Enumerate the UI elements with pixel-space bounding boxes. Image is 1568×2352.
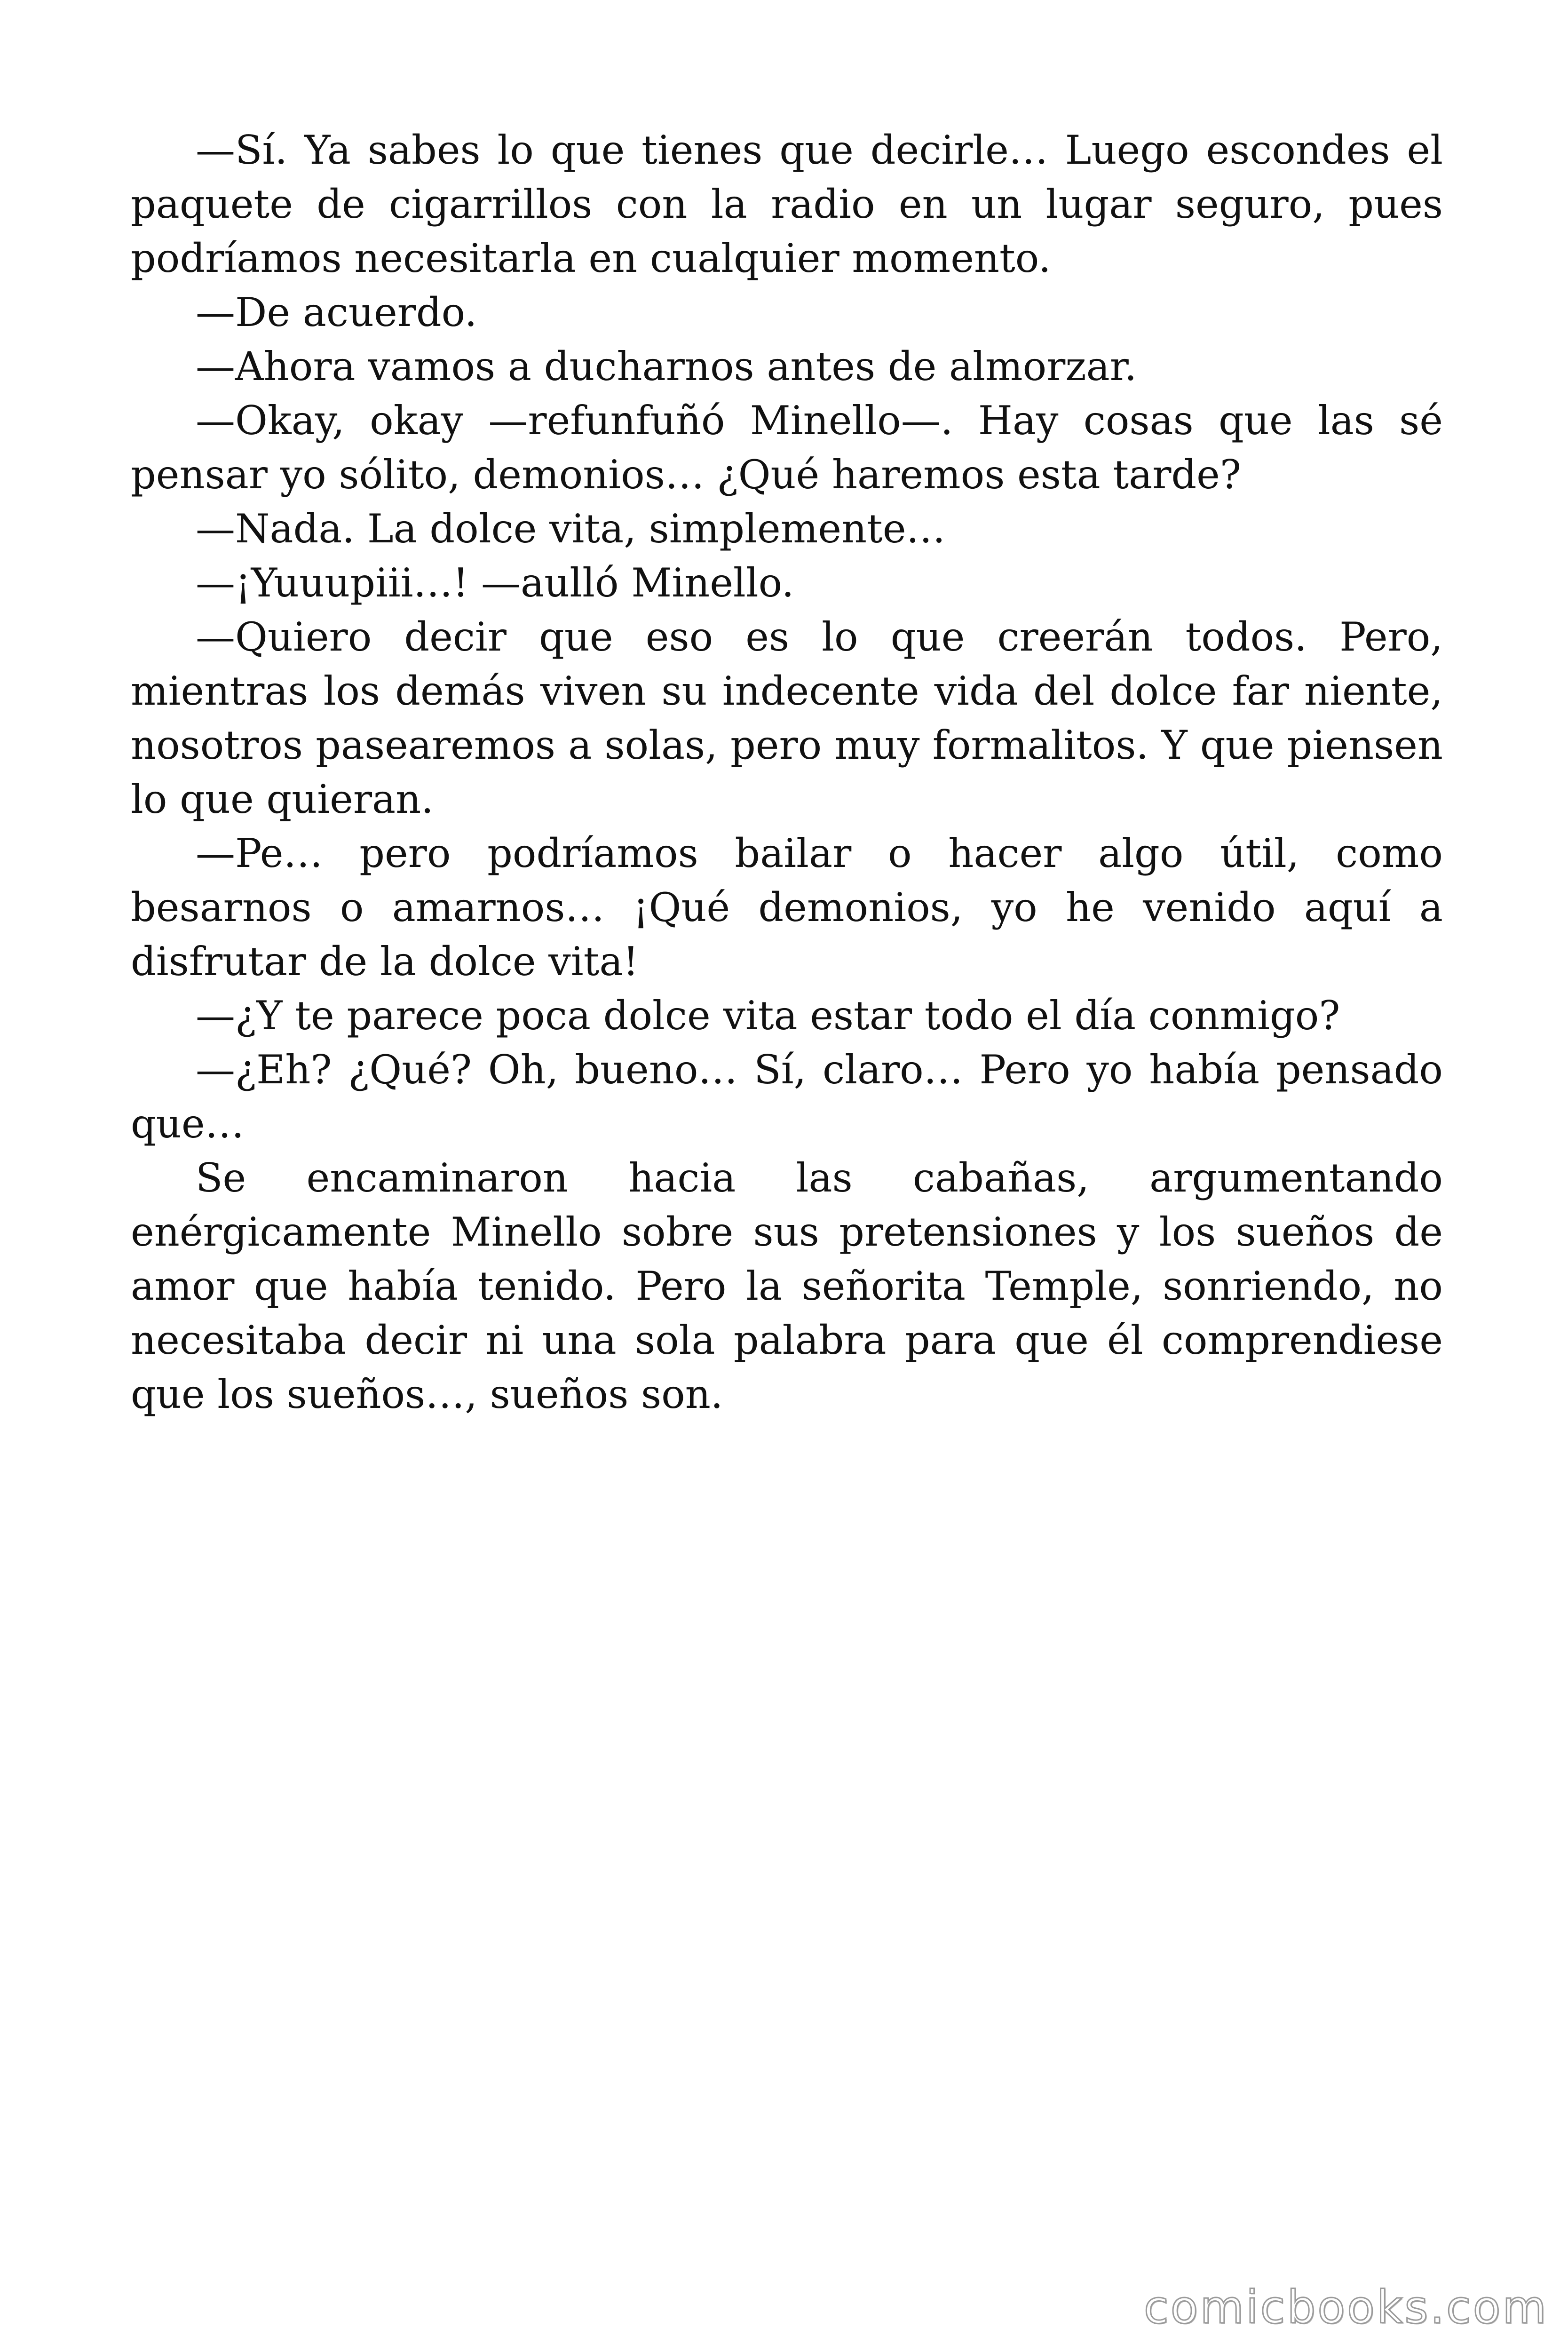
paragraph: —De acuerdo. xyxy=(196,289,477,335)
paragraph: Se encaminaron hacia las cabañas, argumentando enérgicamente Minello sobre sus pretensiones y los sueños de amor que había tenido. Pero la señorita Temple, sonriendo, no necesitaba decir ni una sola palabra para que él comprendiese que los sueños…, sueños son. xyxy=(131,1155,1443,1417)
paragraph: —¡Yuuupiii…! —aulló Minello. xyxy=(196,560,794,606)
paragraph: —¿Y te parece poca dolce vita estar todo el día conmigo? xyxy=(196,993,1340,1039)
paragraph: —¿Eh? ¿Qué? Oh, bueno… Sí, claro… Pero yo había pensado que… xyxy=(131,1047,1443,1147)
paragraph: —Quiero decir que eso es lo que creerán todos. Pero, mientras los demás viven su indecente vida del dolce far niente, nosotros pasearemos a solas, pero muy formalitos. Y que piensen lo que quieran. xyxy=(131,614,1443,822)
paragraph: —Sí. Ya sabes lo que tienes que decirle… Luego escondes el paquete de cigarrillos con la radio en un lugar seguro, pues podríamos necesitarla en cualquier momento. xyxy=(131,127,1443,281)
paragraph: —Pe… pero podríamos bailar o hacer algo útil, como besarnos o amarnos… ¡Qué demonios, yo he venido aquí a disfrutar de la dolce vita! xyxy=(131,830,1443,985)
paragraph: —Nada. La dolce vita, simplemente… xyxy=(196,506,946,552)
paragraph: —Okay, okay —refunfuñó Minello—. Hay cosas que las sé pensar yo sólito, demonios… ¿Qué haremos esta tarde? xyxy=(131,397,1443,498)
page-body xyxy=(131,123,1443,1422)
watermark: comicbooks.com xyxy=(1143,2281,1548,2334)
paragraph: —Ahora vamos a ducharnos antes de almorzar. xyxy=(196,343,1137,389)
